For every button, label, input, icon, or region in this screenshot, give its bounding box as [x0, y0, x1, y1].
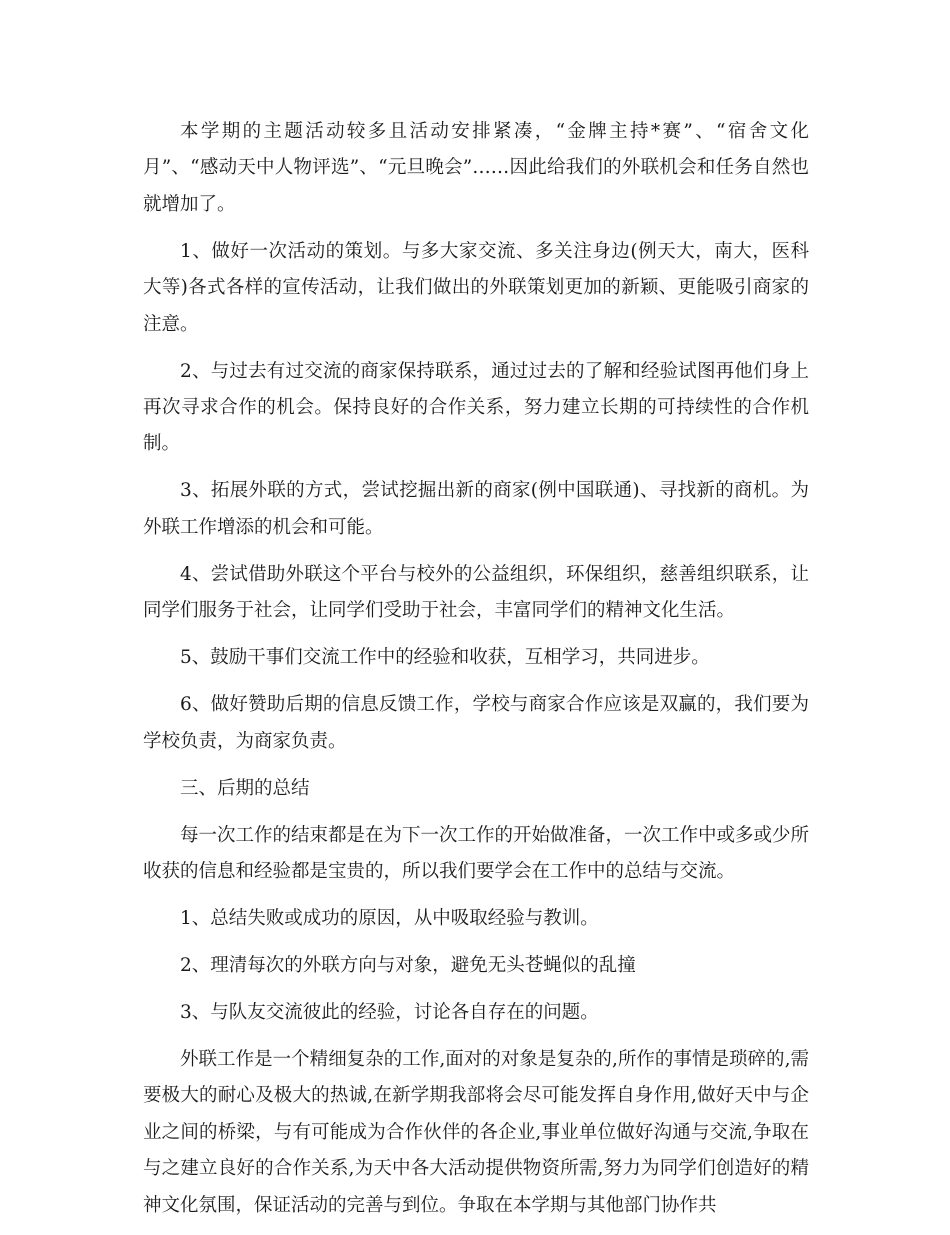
list-item-1: 1、做好一次活动的策划。与多大家交流、多关注身边(例天大，南大，医科大等)各式各样的宣传活动，让我们做出的外联策划更加的新颖、更能吸引商家的注意。 [143, 240, 809, 335]
summary-item-2: 2、理清每次的外联方向与对象，避免无头苍蝇似的乱撞 [180, 955, 636, 977]
list-item-2: 2、与过去有过交流的商家保持联系，通过过去的了解和经验试图再他们身上再次寻求合作的机会。保持良好的合作关系，努力建立长期的可持续性的合作机制。 [143, 360, 809, 455]
summary-item-1: 1、总结失败或成功的原因，从中吸取经验与教训。 [180, 908, 599, 930]
list-item-4: 4、尝试借助外联这个平台与校外的公益组织，环保组织，慈善组织联系，让同学们服务于社会，让同学们受助于社会，丰富同学们的精神文化生活。 [143, 563, 809, 622]
closing-paragraph: 外联工作是一个精细复杂的工作,面对的对象是复杂的,所作的事情是琐碎的,需要极大的耐心及极大的热诚,在新学期我部将会尽可能发挥自身作用,做好天中与企业之间的桥梁，与有可能成为合作伙伴的各企业,事业单位做好沟通与交流,争取在与之建立良好的合作关系,为天中各大活动提供物资所需,努力为同学们创造好的精神文化氛围，保证活动的完善与到位。争取在本学期与其他部门协作共 [143, 1049, 809, 1216]
list-item-6: 6、做好赞助后期的信息反馈工作，学校与商家合作应该是双赢的，我们要为学校负责，为商家负责。 [143, 694, 809, 752]
section-heading: 三、后期的总结 [180, 777, 310, 799]
intro-paragraph: 本学期的主题活动较多且活动安排紧凑，“金牌主持*赛”、“宿舍文化月”、“感动天中人物评选”、“元旦晚会”……因此给我们的外联机会和任务自然也就增加了。 [143, 121, 809, 215]
list-item-5: 5、鼓励干事们交流工作中的经验和收获，互相学习，共同进步。 [180, 647, 710, 669]
summary-paragraph: 每一次工作的结束都是在为下一次工作的开始做准备，一次工作中或多或少所收获的信息和经验都是宝贵的，所以我们要学会在工作中的总结与交流。 [143, 824, 810, 883]
summary-item-3: 3、与队友交流彼此的经验，讨论各自存在的问题。 [180, 1002, 599, 1024]
document-page [143, 114, 809, 1235]
list-item-3: 3、拓展外联的方式，尝试挖掘出新的商家(例中国联通)、寻找新的商机。为外联工作增添的机会和可能。 [143, 480, 809, 538]
